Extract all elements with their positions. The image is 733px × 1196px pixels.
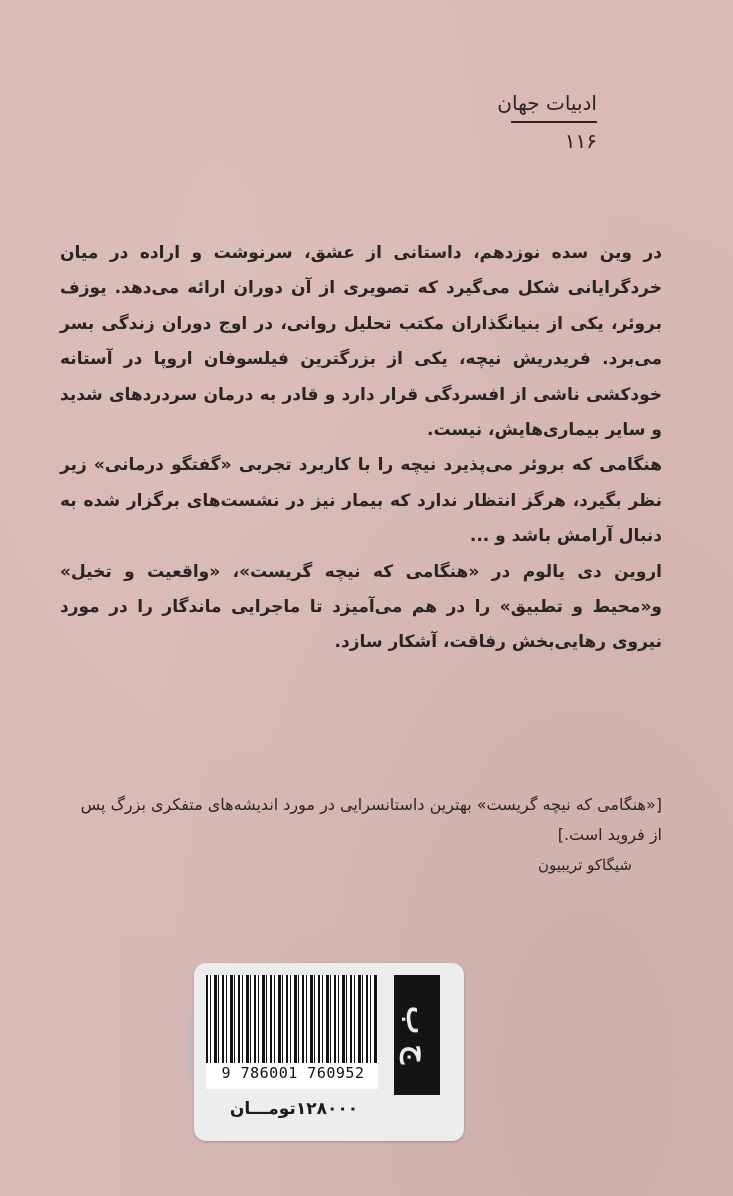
series-divider (511, 121, 597, 123)
series-title: ادبیات جهان (497, 91, 597, 115)
description-paragraph-2: هنگامی که بروئر می‌پذیرد نیچه را با کاربرد تجربی «گفتگو درمانی» زیر نظر بگیرد، هرگز انتظار ندارد که بیمار نیز در نشست‌های برگزار شده به دنبال آرامش باشد و ... (60, 455, 662, 547)
blurb-source: شیگاکو تریبیون (537, 856, 632, 874)
isbn-number: 9 786001 760952 (221, 1064, 365, 1082)
publisher-logo (394, 975, 440, 1095)
price-label: ۱۲۸۰۰۰تومـــان (229, 1099, 359, 1119)
review-blurb (70, 790, 662, 880)
publisher-logo-mark: ج ب (399, 1005, 435, 1065)
blurb-quote: [«هنگامی که نیچه گریست» بهترین داستانسرایی در مورد اندیشه‌های متفکری بزرگ پس از فروید است.] (80, 795, 662, 844)
series-number: ۱۱۶ (564, 129, 597, 153)
barcode-panel (206, 975, 378, 1089)
book-description (60, 236, 662, 661)
description-paragraph-3: اروین دی یالوم در «هنگامی که نیچه گریست»، «واقعیت و تخیل» و«محیط و تطبیق» را در هم می‌آمیزد تا ماجرایی ماندگار را در مورد نیروی رهایی‌بخش رفاقت، آشکار سازد. (60, 561, 662, 653)
description-paragraph-1: در وین سده نوزدهم، داستانی از عشق، سرنوشت و اراده در میان خردگرایانی شکل می‌گیرد که تصویری از آن دوران ارائه می‌دهد. یوزف بروئر، یکی از بنیانگذاران مکتب تحلیل روانی، در اوج دوران زندگی بسر می‌برد. فریدریش نیچه، یکی از بزرگترین فیلسوفان اروپا در آستانه خودکشی ناشی از افسردگی قرار دارد و قادر به درمان سردردهای شدید و سایر بیماری‌هایش، نیست. (60, 243, 662, 441)
price-sticker (194, 963, 464, 1141)
barcode (206, 975, 378, 1063)
series-label (497, 86, 597, 158)
